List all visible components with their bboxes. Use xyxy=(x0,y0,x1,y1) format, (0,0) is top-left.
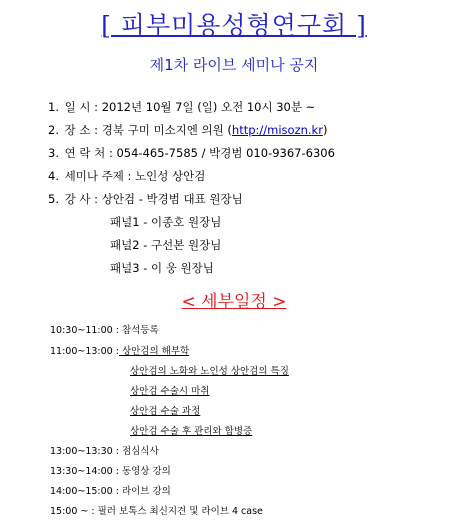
page-title: [ 피부미용성형연구회 ] xyxy=(101,11,367,40)
info-value-tail: ) xyxy=(322,123,328,137)
schedule-item: 참석등록 xyxy=(118,325,159,336)
info-label: 강 사 : xyxy=(64,192,99,206)
info-location xyxy=(48,122,327,138)
info-number: 1. xyxy=(48,100,59,114)
info-value: 상안검 - 박경범 대표 원장님 xyxy=(98,192,243,206)
info-label: 세미나 주제 : xyxy=(64,169,132,183)
schedule-subitem-text: 상안검 수술시 마취 xyxy=(130,386,210,397)
info-value: 노인성 상안검 xyxy=(131,169,206,183)
schedule-subitem xyxy=(130,383,209,397)
page-subtitle: 제1차 라이브 세미나 공지 xyxy=(149,56,319,74)
info-date xyxy=(48,99,315,115)
website-link[interactable]: http://misozn.kr xyxy=(231,123,323,137)
schedule-row xyxy=(50,483,171,497)
schedule-row xyxy=(50,463,171,477)
panel-member: 패널1 - 이종호 원장님 xyxy=(110,215,222,229)
info-lecturer xyxy=(48,191,243,207)
info-label: 일 시 : xyxy=(64,100,99,114)
schedule-item: 점심식사 xyxy=(118,446,159,457)
info-value: 경북 구미 미소지엔 의원 ( xyxy=(98,123,232,137)
schedule-time: 11:00~13:00 : xyxy=(50,346,119,357)
schedule-subitem-text: 상안검 수술 후 관리와 합병증 xyxy=(130,426,253,437)
schedule-time: 13:30~14:00 : xyxy=(50,466,119,477)
schedule-row xyxy=(50,343,189,357)
schedule-row xyxy=(50,443,159,457)
info-label: 장 소 : xyxy=(64,123,99,137)
schedule-row xyxy=(50,322,159,336)
schedule-time: 10:30~11:00 : xyxy=(50,325,119,336)
schedule-subitem xyxy=(130,423,252,437)
info-number: 2. xyxy=(48,123,59,137)
info-contact xyxy=(48,145,335,161)
schedule-row xyxy=(50,503,263,517)
panel-member: 패널3 - 이 웅 원장님 xyxy=(110,261,214,275)
info-label: 연 락 처 : xyxy=(64,146,113,160)
schedule-time: 15:00 ~ : xyxy=(50,506,95,517)
schedule-subitem-text: 상안검의 노화와 노인성 상안검의 특징 xyxy=(130,366,289,377)
schedule-time: 14:00~15:00 : xyxy=(50,486,119,497)
info-number: 3. xyxy=(48,146,59,160)
schedule-subitem-text: 상안검 수술 과정 xyxy=(130,406,201,417)
schedule-item: 필러 보톡스 최신지견 및 라이브 4 case xyxy=(94,506,263,517)
schedule-item: 라이브 강의 xyxy=(118,486,171,497)
panel-member: 패널2 - 구선본 원장님 xyxy=(110,238,222,252)
schedule-item: 상안검의 해부학 xyxy=(118,346,190,357)
schedule-heading: < 세부일정 > xyxy=(181,292,287,312)
info-topic xyxy=(48,168,205,184)
schedule-time: 13:00~13:30 : xyxy=(50,446,119,457)
info-number: 5. xyxy=(48,192,59,206)
info-value: 054-465-7585 / 박경범 010-9367-6306 xyxy=(112,146,335,160)
info-value: 2012년 10월 7일 (일) 오전 10시 30분 ~ xyxy=(98,100,316,114)
schedule-item: 동영상 강의 xyxy=(118,466,171,477)
info-number: 4. xyxy=(48,169,59,183)
schedule-subitem xyxy=(130,363,289,377)
schedule-subitem xyxy=(130,403,200,417)
